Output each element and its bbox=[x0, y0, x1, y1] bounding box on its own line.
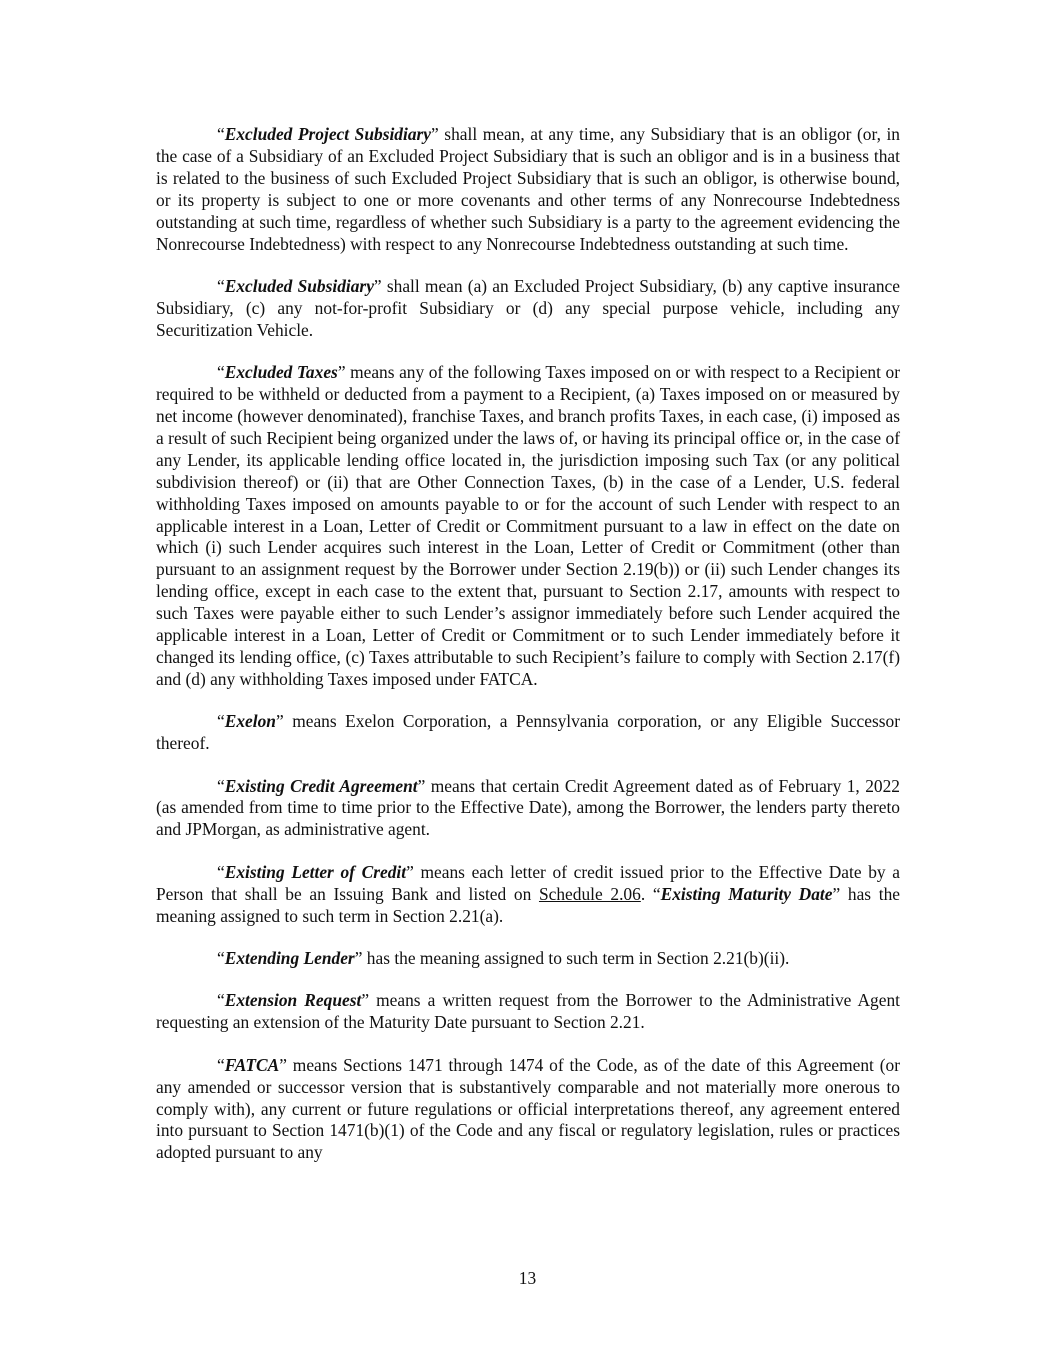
definition-excluded-project-subsidiary: “Excluded Project Subsidiary” shall mean, at any time, any Subsidiary that is an obligor (or, in the case of a Subsidiary of an Excluded Project Subsidiary that is such an obligor and is in a business that is related to the business of such Excluded Project Subsidiary that is such an obligor, is otherwise bound, or its property is subject to one or more covenants and other terms of any Nonrecourse Indebtedness outstanding at such time, regardless of whether such Subsidiary is a party to the agreement evidencing the Nonrecourse Indebtedness) with respect to any Nonrecourse Indebtedness outstanding at such time. bbox=[156, 124, 901, 254]
definition-extension-request: “Extension Request” means a written request from the Borrower to the Administrative Agent requesting an extension of the Maturity Date pursuant to Section 2.21. bbox=[156, 990, 900, 1033]
definition-existing-credit-agreement: “Existing Credit Agreement” means that certain Credit Agreement dated as of February 1, 2022 (as amended from time to time prior to the Effective Date), among the Borrower, the lenders party thereto and JPMorgan, as administrative agent. bbox=[156, 775, 900, 840]
definition-fatca: “FATCA” means Sections 1471 through 1474 of the Code, as of the date of this Agreement (or any amended or successor version that is substantively comparable and not materially more onerous to comply with), any current or future regulations or official interpretations thereof, any agreement entered into pursuant to Section 1471(b)(1) of the Code and any fiscal or regulatory legislation, rules or practices adopted pursuant to any bbox=[156, 1054, 900, 1163]
defined-term: Exelon bbox=[224, 711, 276, 732]
defined-term: Existing Credit Agreement bbox=[224, 775, 418, 796]
defined-term: Extension Request bbox=[224, 990, 362, 1011]
definition-excluded-subsidiary: “Excluded Subsidiary” shall mean (a) an Excluded Project Subsidiary, (b) any captive insurance Subsidiary, (c) any not-for-profit Subsidiary or (d) any special purpose vehicle, including any Securitization Vehicle. bbox=[156, 275, 900, 340]
defined-term: Excluded Subsidiary bbox=[224, 275, 374, 296]
definition-text-secondary: has the meaning assigned to such term in Section 2.21(a). bbox=[156, 883, 900, 926]
defined-term: Existing Letter of Credit bbox=[224, 861, 407, 882]
definition-extending-lender: “Extending Lender” has the meaning assigned to such term in Section 2.21(b)(ii). bbox=[217, 948, 790, 968]
page-body bbox=[156, 124, 900, 1185]
schedule-reference-link[interactable]: Schedule 2.06 bbox=[538, 883, 641, 904]
defined-term: Excluded Project Subsidiary bbox=[224, 124, 432, 144]
defined-term: Extending Lender bbox=[224, 948, 355, 968]
definition-text: means any of the following Taxes imposed on or with respect to a Recipient or required to be withheld or deducted from a payment to a Recipient, (a) Taxes imposed on or measured by net income (however denominated), franchise Taxes, and branch profits Taxes, in each case, (i) imposed as a result of such Recipient being organized under the laws of, or having its principal office or, in the case of any Lender, its applicable lending office located in, the jurisdiction imposing such Tax (or any political subdivision thereof) or (ii) that are Other Connection Taxes, (b) in the case of a Lender, U.S. federal withholding Taxes imposed on amounts payable to or for the account of such Lender with respect to an applicable interest in a Loan, Letter of Credit or Commitment pursuant to a law in effect on the date on which (i) such Lender acquires such interest in the Loan, Letter of Credit or Commitment (other than pursuant to an assignment request by the Borrower under Section 2.19(b)) or (ii) such Lender changes its lending office, except in each case to the extent that, pursuant to Section 2.17, amounts with respect to such Taxes were payable either to such Lender’s assignor immediately before such Lender acquired the applicable interest in a Loan, Letter of Credit or Commitment or to such Lender immediately before it changed its lending office, (c) Taxes attributable to such Recipient’s failure to comply with Section 2.17(f) and (d) any withholding Taxes imposed under FATCA. bbox=[156, 362, 900, 689]
defined-term-secondary: Existing Maturity Date bbox=[660, 883, 833, 904]
definition-text: means Sections 1471 through 1474 of the Code, as of the date of this Agreement (or any amended or successor version that is substantively comparable and not materially more onerous to comply with), any current or future regulations or official interpretations thereof, any agreement entered into pursuant to Section 1471(b)(1) of the Code and any fiscal or regulatory legislation, rules or practices adopted pursuant to any bbox=[156, 1054, 900, 1163]
definition-text-separator: . bbox=[640, 883, 653, 904]
definition-text: means each letter of credit issued prior to the Effective Date by a Person that shall be an Issuing Bank and listed on bbox=[156, 861, 900, 904]
definition-text: has the meaning assigned to such term in Section 2.21(b)(ii). bbox=[362, 948, 790, 968]
defined-term: FATCA bbox=[224, 1054, 280, 1075]
page-number: 13 bbox=[518, 1268, 537, 1288]
definition-text: means a written request from the Borrower to the Administrative Agent requesting an extension of the Maturity Date pursuant to Section 2.21. bbox=[156, 990, 900, 1033]
definition-text: means that certain Credit Agreement dated as of February 1, 2022 (as amended from time to time prior to the Effective Date), among the Borrower, the lenders party thereto and JPMorgan, as administrative agent. bbox=[156, 775, 900, 840]
definition-text: shall mean (a) an Excluded Project Subsidiary, (b) any captive insurance Subsidiary, (c) any not-for-profit Subsidiary or (d) any special purpose vehicle, including any Securitization Vehicle. bbox=[156, 275, 900, 340]
definition-existing-letter-of-credit: “Existing Letter of Credit” means each letter of credit issued prior to the Effective Date by a Person that shall be an Issuing Bank and listed on Schedule 2.06. “Existing Maturity Date” has the meaning assigned to such term in Section 2.21(a). bbox=[156, 861, 900, 926]
definition-text: means Exelon Corporation, a Pennsylvania corporation, or any Eligible Successor thereof. bbox=[156, 711, 900, 754]
definition-excluded-taxes: “Excluded Taxes” means any of the following Taxes imposed on or with respect to a Recipient or required to be withheld or deducted from a payment to a Recipient, (a) Taxes imposed on or measured by net income (however denominated), franchise Taxes, and branch profits Taxes, in each case, (i) imposed as a result of such Recipient being organized under the laws of, or having its principal office or, in the case of any Lender, its applicable lending office located in, the jurisdiction imposing such Tax (or any political subdivision thereof) or (ii) that are Other Connection Taxes, (b) in the case of a Lender, U.S. federal withholding Taxes imposed on amounts payable to or for the account of such Lender with respect to an applicable interest in a Loan, Letter of Credit or Commitment pursuant to a law in effect on the date on which (i) such Lender acquires such interest in the Loan, Letter of Credit or Commitment (other than pursuant to an assignment request by the Borrower under Section 2.19(b)) or (ii) such Lender changes its lending office, except in each case to the extent that, pursuant to Section 2.17, amounts with respect to such Taxes were payable either to such Lender’s assignor immediately before such Lender acquired the applicable interest in a Loan, Letter of Credit or Commitment or to such Lender immediately before it changed its lending office, (c) Taxes attributable to such Recipient’s failure to comply with Section 2.17(f) and (d) any withholding Taxes imposed under FATCA. bbox=[156, 362, 900, 689]
definition-text: shall mean, at any time, any Subsidiary that is an obligor (or, in the case of a Subsidiary of an Excluded Project Subsidiary that is such an obligor and is in a business that is related to the business of such Excluded Project Subsidiary that is such an obligor, is otherwise bound, or its property is subject to one or more covenants and other terms of any Nonrecourse Indebtedness outstanding at such time, regardless of whether such Subsidiary is a party to the agreement evidencing the Nonrecourse Indebtedness) with respect to any Nonrecourse Indebtedness outstanding at such time. bbox=[156, 124, 901, 254]
definition-exelon: “Exelon” means Exelon Corporation, a Pennsylvania corporation, or any Eligible Successor thereof. bbox=[156, 711, 900, 754]
defined-term: Excluded Taxes bbox=[224, 362, 338, 383]
